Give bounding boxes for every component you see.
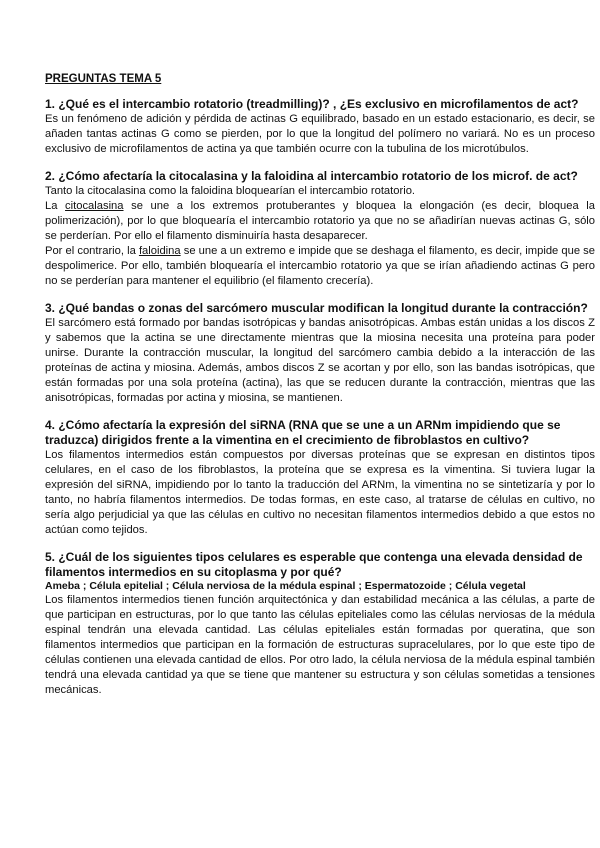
paragraph-prefix: La: [45, 200, 66, 212]
question-3: [45, 301, 595, 406]
paragraph-prefix: Por el contrario, la: [45, 245, 139, 257]
question-4-heading: 4. ¿Cómo afectaría la expresión del siRNA (RNA que se une a un ARNm impidiendo que se traduzca) dirigidos frente a la vimentina en el crecimiento de fibroblastos en cultivo?: [45, 418, 561, 447]
question-2-heading: 2. ¿Cómo afectaría la citocalasina y la faloidina al intercambio rotatorio de los microf. de act?: [45, 169, 578, 183]
question-1-heading: 1. ¿Qué es el intercambio rotatorio (treadmilling)? , ¿Es exclusivo en microfilamentos de act?: [45, 97, 579, 111]
term-faloidina: faloidina: [138, 245, 181, 257]
question-1-answer: Es un fenómeno de adición y pérdida de actinas G equilibrado, basado en un estado estacionario, es decir, se añaden tantas actinas G como se pierden, por lo que la longitud del polímero no variará. No es un proceso exclusivo de microfilamentos de actina ya que también ocurre con la tubulina de los microtúbulos.: [45, 113, 595, 155]
document-page: [45, 72, 595, 710]
document-title: PREGUNTAS TEMA 5: [45, 73, 162, 85]
question-3-answer: El sarcómero está formado por bandas isotrópicas y bandas anisotrópicas. Ambas están unidas a los discos Z y sabemos que la actina se une directamente mientras que la miosina necesita una proteína para poder unirse. Durante la contracción muscular, la longitud del sarcómero cambia debido a la interacción de las proteínas de actina y miosina. Además, ambos discos Z se acortan y por ello, son las bandas isotrópicas, que están formadas por una sola proteína (actina), las que se reducen durante la contracción, mientras que las anisotrópicas, formadas por actina y miosina, se mantienen.: [45, 317, 595, 404]
question-5-answer: Los filamentos intermedios tienen función arquitectónica y dan estabilidad mecánica a las células, a parte de que participan en estructuras, por lo que tanto las células epiteliales como las células nerviosas de la médula espinal tendrán una elevada cantidad. Las células epiteliales están formadas por queratina, que son filamentos intermedios que participan en la formación de estructuras supracelulares, por lo que este tipo de células contienen una elevada cantidad de ellos. Por otro lado, la célula nerviosa de la médula espinal también tendrá una elevada cantidad ya que se tiene que mantener su estructura y son células sometidas a tensiones mecánicas.: [45, 594, 595, 696]
question-2: [45, 169, 595, 289]
question-2-citocalasina-paragraph: [45, 199, 595, 244]
question-2-faloidina-paragraph: [45, 244, 595, 289]
paragraph-body: se une a los extremos protuberantes y bloquea la elongación (es decir, bloquea la polimerización), por lo que bloquearía el intercambio rotatorio ya que no se añadirían nuevas actinas G, sólo se perderían. Por ello el filamento disminuiría hasta desaparecer.: [45, 200, 595, 242]
question-4-answer: Los filamentos intermedios están compuestos por diversas proteínas que se expresan en distintos tipos celulares, en el caso de los fibroblastos, la proteína que se expresa es la vimentina. Si tuviera lugar la expresión del siRNA, impidiendo por lo tanto la traducción del ARNm, la vimentina no se sintetizaría y por lo tanto, no habría filamentos intermedios. De todas formas, en este caso, al tratarse de células en cultivo, no sería algo perjudicial ya que las células en cultivo no necesitan filamentos intermedios debido a que estos no actúan como tejidos.: [45, 449, 595, 536]
question-1: [45, 97, 595, 157]
question-3-heading: 3. ¿Qué bandas o zonas del sarcómero muscular modifican la longitud durante la contracción?: [45, 301, 588, 315]
question-5: [45, 550, 595, 698]
question-5-options: Ameba ; Célula epitelial ; Célula nerviosa de la médula espinal ; Espermatozoide ; Célula vegetal: [45, 580, 526, 592]
paragraph-body: se une a un extremo e impide que se deshaga el filamento, es decir, impide que se despolimerice. Por ello, también bloquearía el intercambio rotatorio ya que se irían añadiendo actinas G pero no se perderían para mantener el equilibrio (el filamento crecería).: [45, 245, 595, 287]
question-5-heading: 5. ¿Cuál de los siguientes tipos celulares es esperable que contenga una elevada densidad de filamentos intermedios en su citoplasma y por qué?: [45, 550, 583, 579]
term-citocalasina: citocalasina: [65, 200, 124, 212]
question-4: [45, 418, 595, 538]
question-2-intro: Tanto la citocalasina como la faloidina bloquearían el intercambio rotatorio.: [45, 185, 416, 197]
